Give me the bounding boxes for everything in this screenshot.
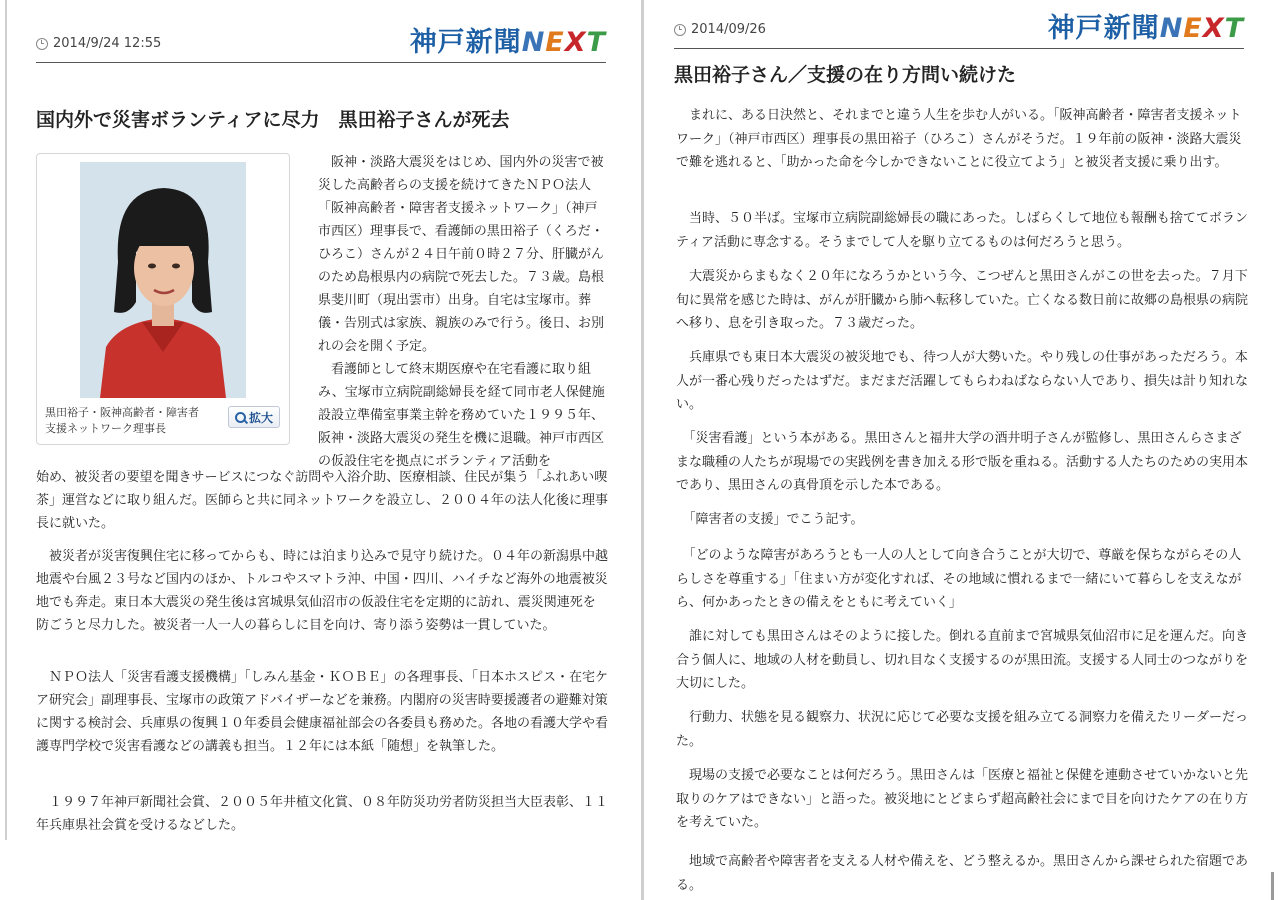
- left-paragraph-4: ＮＰＯ法人「災害看護支援機構」「しみん基金・ＫＯＢＥ」の各理事長、「日本ホスピス・在宅ケア研究会」副理事長、宝塚市の政策アドバイザーなどを兼務。内閣府の災害時要援護者の避難対策に関する検討会、兵庫県の復興１０年委員会健康福祉部会の各委員も務めた。各地の看護大学や看護専門学校で災害看護などの講義も担当。１２年には本紙「随想」を執筆した。: [36, 670, 609, 754]
- left-paragraph-5: １９９７年神戸新聞社会賞、２００５年井植文化賞、０８年防災功労者防災担当大臣表彰、１１年兵庫県社会賞を受けるなどした。: [36, 795, 609, 833]
- caption-line-2: 支援ネットワーク理事長: [45, 422, 166, 435]
- right-paragraph-11: 地域で高齢者や障害者を支える人材や備えを、どう整えるか。黒田さんから課せられた宿題である。: [676, 854, 1249, 893]
- photo-caption: [45, 405, 199, 437]
- logo-letter-x: X: [1202, 13, 1225, 44]
- right-paragraph-5: 「災害看護」という本がある。黒田さんと福井大学の酒井明子さんが監修し、黒田さんらさまざまな職種の人たちが現場での実践例を書き加える形で版を重ねる。活動する人たちのための実用本であり、黒田さんの真骨頂を示した本である。: [676, 431, 1249, 493]
- right-article: [640, 0, 1280, 900]
- portrait-photo[interactable]: [80, 162, 246, 398]
- logo-text: 神戸新聞: [1047, 13, 1160, 44]
- logo-letter-n: N: [1159, 13, 1184, 44]
- left-date: [36, 36, 161, 51]
- photo-box: [36, 153, 290, 445]
- caption-line-1: 黒田裕子・阪神高齢者・障害者: [45, 406, 199, 419]
- left-paragraph-2b: 始め、被災者の要望を聞きサービスにつなぐ訪問や入浴介助、医療相談、住民が集う「ふれあい喫茶」運営などに取り組んだ。医師らと共に同ネットワークを設立し、２００４年の法人化後に理事長に就いた。: [36, 470, 609, 531]
- right-article-title: 黒田裕子さん／支援の在り方問い続けた: [674, 64, 1017, 86]
- zoom-label: 拡大: [248, 410, 273, 425]
- right-paragraph-10: 現場の支援で必要なことは何だろう。黒田さんは「医療と福祉と保健を連動させていかないと先取りのケアはできない」と語った。被災地にとどまらず超高齢社会にまで目を向けたケアの在り方を考えていた。: [676, 768, 1249, 830]
- right-paragraph-1: まれに、ある日決然と、それまでと違う人生を歩む人がいる。「阪神高齢者・障害者支援ネットワーク」（神戸市西区）理事長の黒田裕子（ひろこ）さんがそうだ。１９年前の阪神・淡路大震災で難を逃れると、「助かった命を今しかできないことに役立てよう」と被災者支援に乗り出す。: [676, 108, 1242, 170]
- right-date-text: 2014/09/26: [691, 22, 766, 37]
- right-paragraph-2: 当時、５０半ば。宝塚市立病院副総婦長の職にあった。しばらくして地位も報酬も捨ててボランティア活動に専念する。そうまでして人を駆り立てるものは何だろうと思う。: [676, 211, 1248, 250]
- logo-letter-e: E: [545, 27, 565, 58]
- right-article-header: [674, 14, 1244, 49]
- portrait-illustration: [80, 162, 246, 398]
- left-paragraph-1: 阪神・淡路大震災をはじめ、国内外の災害で被災した高齢者らの支援を続けてきたＮＰＯ法人「阪神高齢者・障害者支援ネットワーク」（神戸市西区）理事長で、看護師の黒田裕子（くろだ・ひろこ）さんが２４日午前０時２７分、肝臓がんのため島根県内の病院で死去した。７３歳。島根県斐川町（現出雲市）出身。自宅は宝塚市。葬儀・告別式は家族、親族のみで行う。後日、お別れの会を開く予定。: [318, 155, 605, 354]
- right-paragraph-9: 行動力、状態を見る観察力、状況に応じて必要な支援を組み立てる洞察力を備えたリーダーだった。: [676, 710, 1249, 749]
- logo-letter-t: T: [586, 27, 606, 58]
- clock-icon: [36, 38, 48, 50]
- left-paragraph-3: 被災者が災害復興住宅に移ってからも、時には泊まり込みで見守り続けた。０４年の新潟県中越地震や台風２３号など国内のほか、トルコやスマトラ沖、中国・四川、ハイチなど海外の地震被災地でも奔走。東日本大震災の発生後は宮城県気仙沼市の仮設住宅を定期的に訪れ、震災関連死を防ごうと尽力した。被災者一人一人の暮らしに目を向け、寄り添う姿勢は一貫していた。: [36, 549, 609, 633]
- logo-letter-n: N: [521, 27, 546, 58]
- right-date: [674, 22, 766, 37]
- kobe-np-next-logo[interactable]: [410, 20, 606, 59]
- left-paragraph-2a: 看護師として終末期医療や在宅看護に取り組み、宝塚市立病院副総婦長を経て同市老人保健施設設立準備室事業主幹を務めていた１９９５年、阪神・淡路大震災の発生を機に退職。神戸市西区の仮設住宅を拠点にボランティア活動を: [318, 362, 605, 469]
- logo-letter-x: X: [564, 27, 587, 58]
- right-paragraph-8: 誰に対しても黒田さんはそのように接した。倒れる直前まで宮城県気仙沼市に足を運んだ。向き合う個人に、地域の人材を動員し、切れ目なく支援するのが黒田流。支援する人同士のつながりを大切にした。: [676, 629, 1249, 691]
- left-date-text: 2014/9/24 12:55: [53, 36, 162, 51]
- logo-text: 神戸新聞: [409, 27, 522, 58]
- right-paragraph-4: 兵庫県でも東日本大震災の被災地でも、待つ人が大勢いた。やり残しの仕事があっただろう。本人が一番心残りだったはずだ。まだまだ活躍してもらわねばならない人であり、損失は計り知れない。: [676, 350, 1249, 412]
- right-paragraph-3: 大震災からまもなく２０年になろうかという今、こつぜんと黒田さんがこの世を去った。７月下旬に異常を感じた時は、がんが肝臓から肺へ転移していた。亡くなる数日前に故郷の島根県の病院へ移り、息を引き取った。７３歳だった。: [676, 269, 1249, 331]
- logo-letter-e: E: [1183, 13, 1203, 44]
- right-paragraph-6: 「障害者の支援」でこう記す。: [676, 512, 864, 527]
- left-article-header: [36, 16, 606, 63]
- zoom-button[interactable]: [228, 406, 280, 428]
- right-paragraph-7: 「どのような障害があろうとも一人の人として向き合うことが大切で、尊厳を保ちながらその人らしさを尊重する」「住まい方が変化すれば、その地域に慣れるまで一緒にいて暮らしを支えながら、何かあったときの備えをともに考えていく」: [676, 548, 1242, 610]
- magnifier-icon: [235, 412, 246, 423]
- kobe-np-next-logo[interactable]: [1048, 6, 1244, 45]
- clock-icon: [674, 24, 686, 36]
- logo-letter-t: T: [1224, 13, 1244, 44]
- left-article-title: 国内外で災害ボランティアに尽力 黒田裕子さんが死去: [36, 109, 510, 131]
